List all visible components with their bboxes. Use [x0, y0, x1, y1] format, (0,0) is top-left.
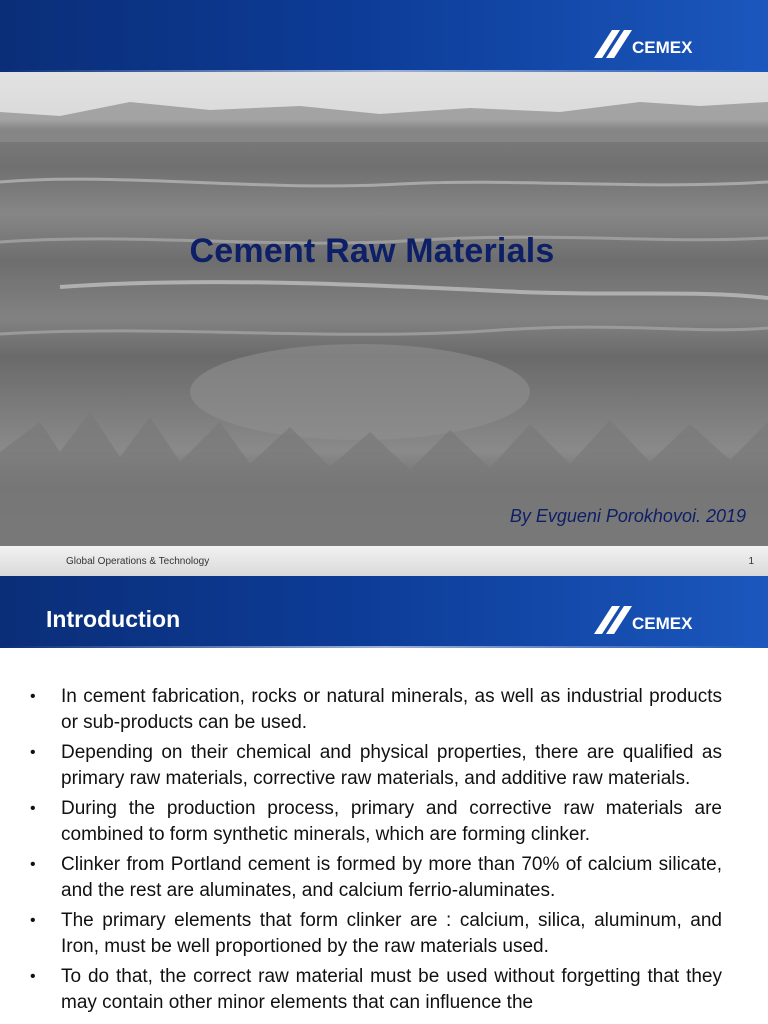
list-item [30, 852, 722, 904]
slide-title: Cement Raw Materials [189, 232, 555, 270]
author-credit: By Evgueni Porokhovoi. 2019 [509, 506, 746, 526]
bullet-icon: • [30, 688, 36, 705]
logo-text: CEMEX [632, 614, 693, 633]
header-banner [0, 0, 768, 72]
introduction-slide [0, 576, 768, 1024]
slide-footer [0, 546, 768, 576]
bullet-text: In cement fabrication, rocks or natural minerals, as well as industrial products or sub-products can be used. [61, 686, 722, 733]
bullet-icon: • [30, 856, 36, 873]
logo-text: CEMEX [632, 38, 693, 57]
header-banner [0, 576, 768, 648]
bullet-icon: • [30, 800, 36, 817]
bullet-text: The primary elements that form clinker are : calcium, silica, aluminum, and Iron, must be well proportioned by the raw materials used. [61, 910, 722, 957]
bullet-list [30, 684, 722, 1020]
bullet-icon: • [30, 968, 36, 985]
slide-title: Introduction [46, 606, 181, 632]
cemex-logo [590, 22, 710, 62]
list-item [30, 796, 722, 848]
list-item [30, 908, 722, 960]
bullet-text: Clinker from Portland cement is formed by more than 70% of calcium silicate, and the rest are aluminates, and calcium ferrio-aluminates. [61, 854, 722, 901]
bullet-text: During the production process, primary and corrective raw materials are combined to form synthetic minerals, which are forming clinker. [61, 798, 722, 845]
bullet-icon: • [30, 912, 36, 929]
list-item [30, 740, 722, 792]
quarry-photo [0, 72, 768, 546]
cemex-logo [590, 598, 710, 638]
bullet-icon: • [30, 744, 36, 761]
bullet-text: Depending on their chemical and physical properties, there are qualified as primary raw materials, corrective raw materials, and additive raw materials. [61, 742, 722, 789]
page-number: 1 [748, 556, 754, 567]
list-item [30, 684, 722, 736]
footer-label: Global Operations & Technology [66, 556, 210, 567]
list-item [30, 964, 722, 1016]
bullet-text: To do that, the correct raw material must be used without forgetting that they may contain other minor elements that can influence the [61, 966, 722, 1013]
